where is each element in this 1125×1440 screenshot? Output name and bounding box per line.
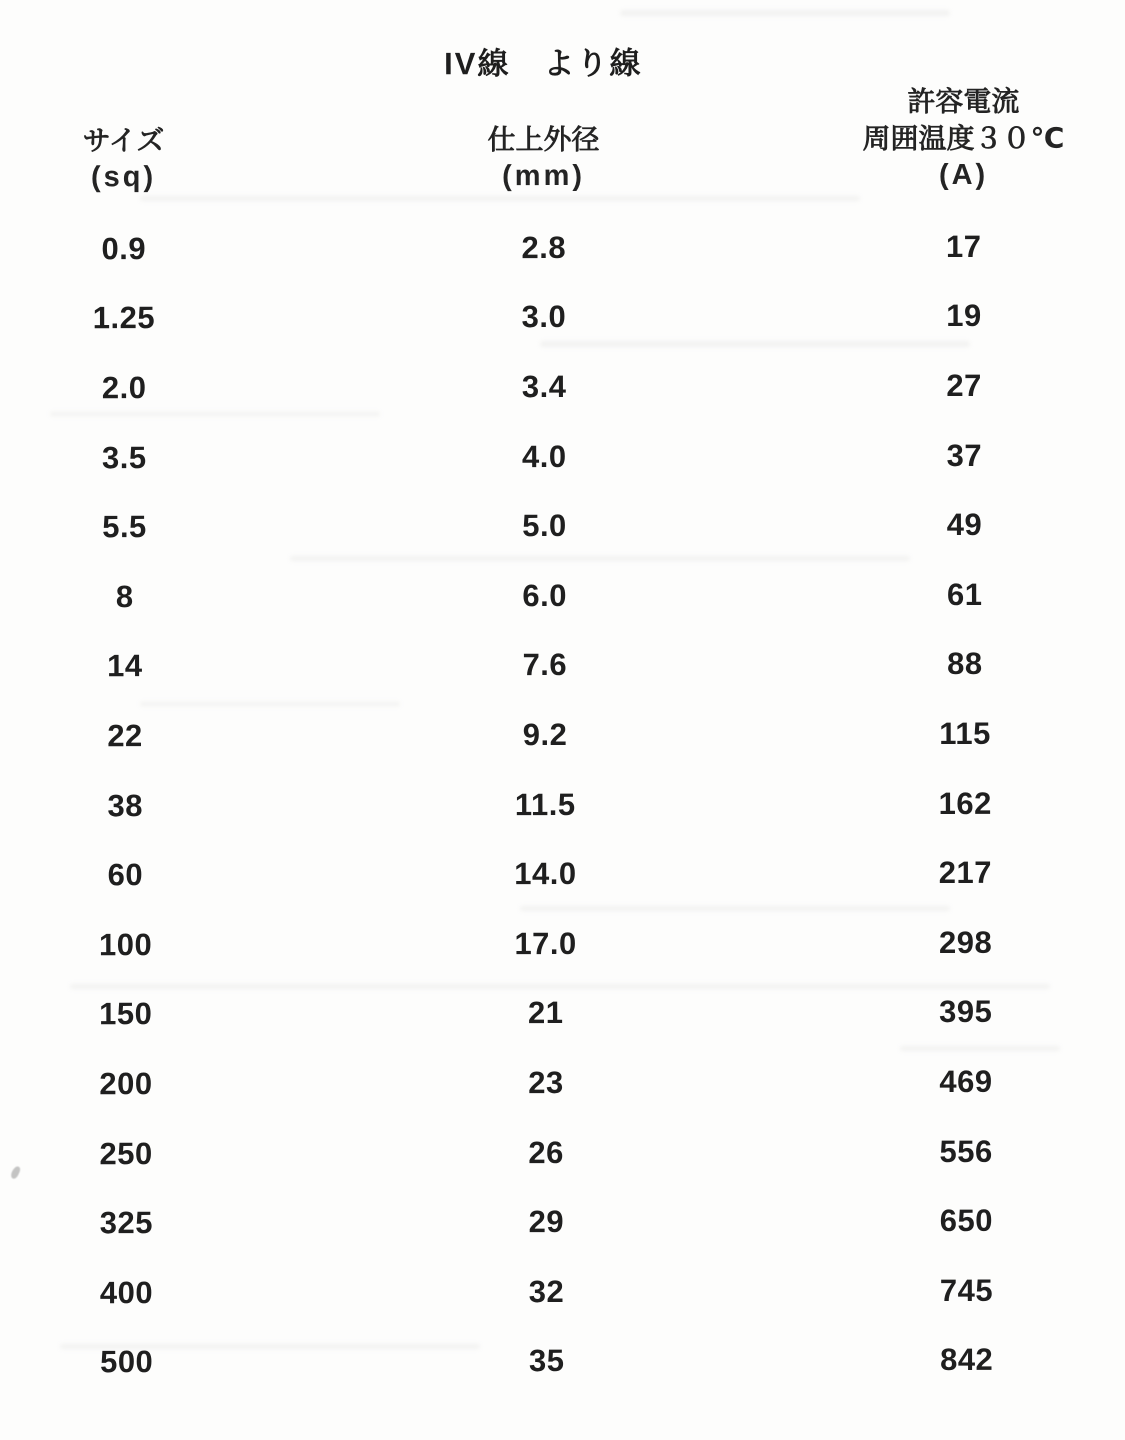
table-row (0, 838, 1090, 910)
cell-size: 250 (99, 1135, 153, 1171)
column-header-diameter-label: 仕上外径 (487, 123, 600, 156)
cell-diameter: 32 (528, 1273, 565, 1309)
column-header-size-label: サイズ (82, 125, 165, 157)
cell-diameter: 2.8 (521, 229, 567, 265)
cell-size: 0.9 (101, 230, 147, 267)
column-header-current-unit: (A) (938, 158, 989, 192)
cell-current: 842 (940, 1342, 994, 1378)
cell-size: 2.0 (101, 370, 147, 406)
cell-size: 3.5 (101, 439, 147, 475)
table-row (1, 1047, 1091, 1119)
table-row (0, 490, 1090, 562)
column-header-current-label: 許容電流 (907, 85, 1020, 118)
column-header-size (0, 122, 249, 197)
cell-size: 38 (107, 787, 144, 823)
cell-diameter: 3.0 (521, 299, 567, 335)
column-header-current-condition: 周囲温度３０℃ (862, 122, 1065, 155)
cell-current: 395 (939, 994, 993, 1030)
cell-current: 115 (939, 715, 991, 751)
column-header-current (838, 83, 1088, 195)
cell-size: 1.25 (92, 300, 156, 336)
table-header (0, 83, 1089, 197)
cell-current: 61 (946, 576, 983, 612)
column-header-size-unit: (sq) (90, 161, 157, 194)
cell-current: 745 (939, 1272, 994, 1308)
column-header-diameter (248, 120, 838, 196)
table-row (0, 560, 1090, 632)
table-row (0, 420, 1089, 492)
table-row (0, 212, 1089, 284)
cell-size: 325 (99, 1205, 153, 1241)
cell-diameter: 26 (528, 1134, 564, 1170)
cell-current: 217 (938, 855, 993, 891)
cell-size: 60 (107, 857, 144, 893)
cell-diameter: 9.2 (522, 716, 568, 753)
cell-diameter: 11.5 (514, 786, 576, 822)
cell-diameter: 5.0 (522, 508, 567, 544)
column-header-diameter-unit: (mm) (502, 159, 586, 193)
cell-diameter: 35 (528, 1343, 565, 1379)
cell-current: 17 (945, 228, 982, 264)
cell-diameter: 23 (528, 1064, 564, 1101)
cell-diameter: 17.0 (514, 925, 577, 961)
table-row (1, 1256, 1091, 1328)
cell-current: 162 (938, 785, 992, 821)
table-row (0, 351, 1089, 423)
cell-size: 100 (98, 926, 153, 962)
table-row (0, 768, 1090, 840)
cell-current: 88 (947, 646, 983, 682)
cell-size: 14 (107, 648, 143, 684)
cell-diameter: 3.4 (521, 368, 567, 405)
table-body (0, 212, 1092, 1398)
table-row (0, 908, 1090, 980)
cell-size: 5.5 (102, 509, 147, 545)
table-row (0, 699, 1090, 771)
cell-current: 27 (946, 367, 982, 403)
table-row (1, 1116, 1091, 1188)
cell-current: 298 (938, 924, 993, 960)
page-title: IV線 より線 (444, 45, 643, 82)
cell-diameter: 6.0 (522, 577, 568, 613)
cell-diameter: 21 (527, 995, 564, 1031)
cell-size: 400 (99, 1274, 154, 1310)
cell-current: 49 (946, 507, 983, 543)
table-row (0, 629, 1090, 701)
cell-diameter: 29 (528, 1204, 565, 1240)
table-row (0, 281, 1089, 353)
cell-current: 19 (946, 298, 982, 334)
cell-size: 150 (99, 996, 153, 1032)
table-row (2, 1325, 1092, 1397)
table-row (1, 977, 1091, 1049)
cell-current: 469 (939, 1063, 993, 1099)
cell-size: 200 (99, 1065, 153, 1102)
cell-current: 37 (946, 437, 983, 473)
cell-current: 650 (939, 1202, 993, 1239)
cell-diameter: 7.6 (522, 647, 568, 683)
cell-diameter: 14.0 (514, 856, 577, 892)
cell-current: 556 (939, 1133, 993, 1169)
cell-size: 22 (107, 718, 143, 754)
cell-size: 500 (100, 1344, 154, 1380)
cell-size: 8 (115, 578, 134, 614)
table-row (1, 1186, 1091, 1258)
cell-diameter: 4.0 (521, 438, 567, 474)
